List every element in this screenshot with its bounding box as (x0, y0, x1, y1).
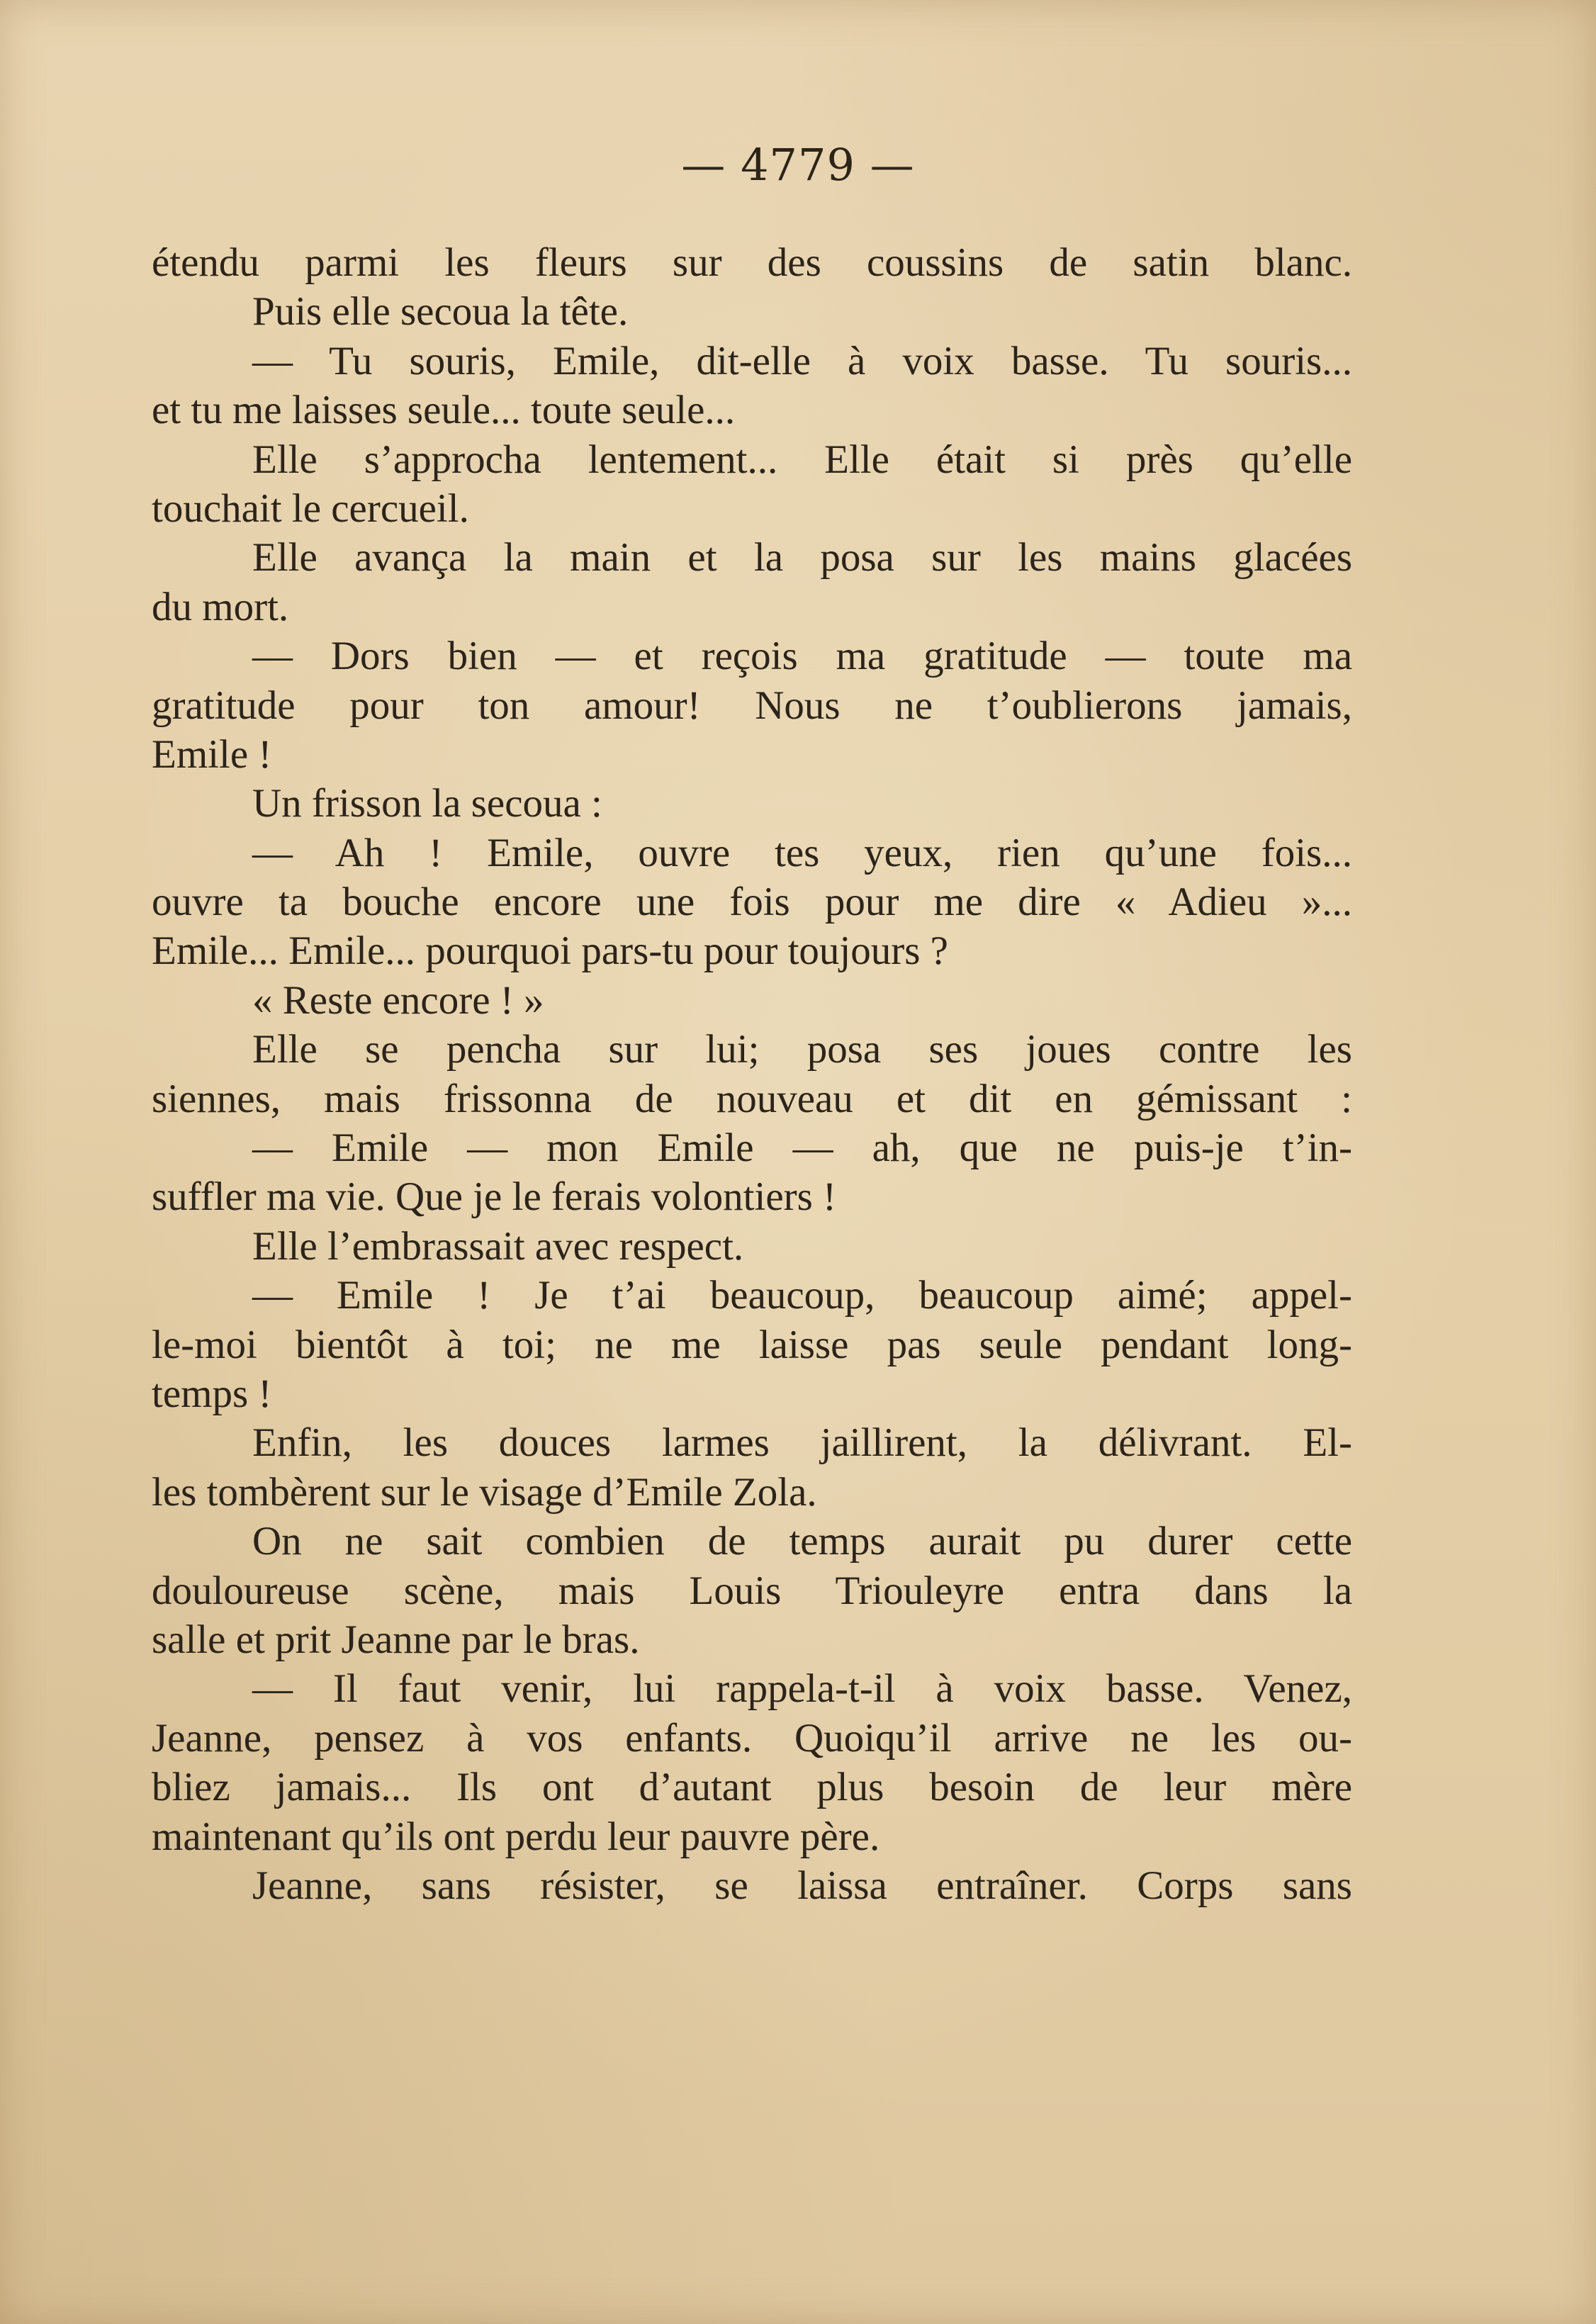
text-line: suffler ma vie. Que je le ferais volontiers ! (152, 1174, 837, 1220)
text-line: — Emile — mon Emile — ah, que ne puis-je t’in- (252, 1125, 1352, 1171)
text-line: — Dors bien — et reçois ma gratitude — toute ma (252, 634, 1352, 679)
text-line: touchait le cercueil. (152, 485, 469, 531)
text-line: les tombèrent sur le visage d’Emile Zola. (152, 1469, 817, 1515)
text-line: — Ah ! Emile, ouvre tes yeux, rien qu’une fois... (252, 830, 1352, 875)
text-line: Elle l’embrassait avec respect. (252, 1223, 744, 1269)
text-line: temps ! (152, 1371, 272, 1416)
text-line: bliez jamais... Ils ont d’autant plus besoin de leur mère (152, 1765, 1352, 1810)
text-line: maintenant qu’ils ont perdu leur pauvre père. (152, 1814, 880, 1859)
text-line: — Emile ! Je t’ai beaucoup, beaucoup aimé; appel- (252, 1273, 1352, 1318)
text-line: Elle s’approcha lentement... Elle était si près qu’elle (252, 437, 1352, 482)
text-line: et tu me laisses seule... toute seule... (152, 388, 736, 433)
text-line: salle et prit Jeanne par le bras. (152, 1617, 640, 1662)
text-line: siennes, mais frissonna de nouveau et dit en gémissant : (152, 1076, 1352, 1121)
text-line: Elle avança la main et la posa sur les mains glacées (252, 535, 1352, 580)
text-line: Jeanne, sans résister, se laissa entraîner. Corps sans (252, 1863, 1352, 1908)
text-line: Un frisson la secoua : (252, 781, 602, 826)
text-line: — Tu souris, Emile, dit-elle à voix basse. Tu souris... (252, 338, 1352, 383)
text-line: « Reste encore ! » (252, 977, 544, 1023)
text-line: étendu parmi les fleurs sur des coussins de satin blanc. (152, 240, 1352, 285)
text-line: Jeanne, pensez à vos enfants. Quoiqu’il arrive ne les ou- (152, 1715, 1352, 1761)
text-line: Emile... Emile... pourquoi pars-tu pour toujours ? (152, 928, 948, 974)
text-line: Puis elle secoua la tête. (252, 289, 629, 335)
body-text (152, 238, 1352, 1910)
text-line: gratitude pour ton amour! Nous ne t’oublierons jamais, (152, 683, 1352, 728)
text-line: du mort. (152, 584, 289, 629)
text-line: douloureuse scène, mais Louis Triouleyre entra dans la (152, 1568, 1352, 1613)
page-number: — 4779 — (681, 139, 915, 191)
text-line: Enfin, les douces larmes jaillirent, la délivrant. El- (252, 1420, 1352, 1466)
text-line: On ne sait combien de temps aurait pu durer cette (252, 1519, 1352, 1564)
text-line: — Il faut venir, lui rappela-t-il à voix basse. Venez, (252, 1666, 1352, 1712)
text-line: ouvre ta bouche encore une fois pour me dire « Adieu »... (152, 880, 1352, 925)
text-line: Elle se pencha sur lui; posa ses joues contre les (252, 1027, 1352, 1072)
text-line: le-moi bientôt à toi; ne me laisse pas seule pendant long- (152, 1322, 1352, 1367)
text-line: Emile ! (152, 731, 272, 777)
